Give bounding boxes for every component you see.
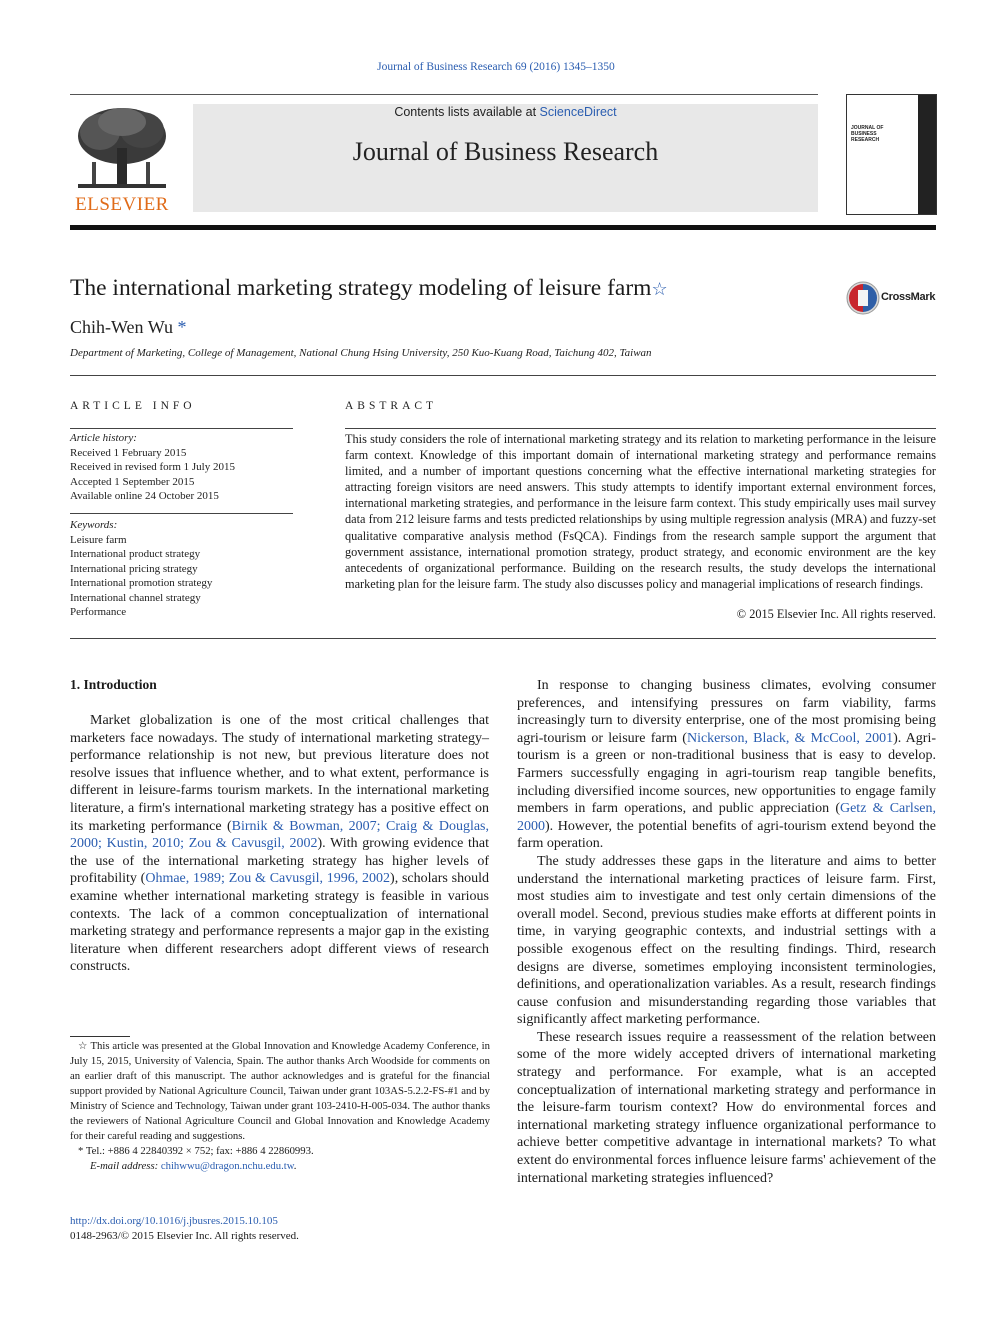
email-link[interactable]: chihwwu@dragon.nchu.edu.tw (160, 1160, 294, 1172)
sciencedirect-link[interactable]: ScienceDirect (539, 105, 617, 119)
paragraph: In response to changing business climates, evolving consumer preferences, and intensifying pressures on farm viability, farms increasingly turn to diversity enterprise, one of the most promising being agri-tourism or leisure farm (Nickerson, Black, & McCool, 2001). Agri-tourism is a green or non-traditional business that is easy to develop. Farmers successfully engaging in agri-tourism reap tangible benefits, including diversified income sources, new opportunities to engage family members in farm operations, and public appreciation (Getz & Carlsen, 2000). However, the potential benefits of agri-tourism extend beyond the farm operation. (517, 678, 936, 852)
contents-prefix: Contents lists available at (394, 105, 540, 119)
journal-title: Journal of Business Research (352, 137, 659, 166)
article-info-rule (70, 428, 293, 429)
contents-line (193, 105, 818, 119)
keywords-list (70, 518, 212, 620)
footnote-email: E-mail address: chihwwu@dragon.nchu.edu.tw. (90, 1160, 297, 1172)
section-title: 1. Introduction (70, 677, 157, 692)
citation-link[interactable]: Ohmae, 1989; Zou & Cavusgil, 1996, 2002 (145, 871, 391, 887)
title-footnote-mark[interactable]: ☆ (651, 279, 668, 299)
citation-link[interactable]: Nickerson, Black, & McCool, 2001 (686, 730, 894, 746)
author-footnote-mark[interactable]: * (177, 317, 187, 337)
author-affiliation: Department of Marketing, College of Management, National Chung Hsing University, 250 Kuo-Kuang Road, Taichung 402, Taiwan (70, 347, 652, 359)
tree-icon (70, 104, 174, 196)
crossmark-label: CrossMark (881, 291, 936, 303)
right-column (517, 677, 936, 1187)
abstract-text: This study considers the role of international marketing strategy and its relation to marketing performance in the leisure farm context. Knowledge of this important domain of international marketing strategy and performance remains limited, and a number of important questions concerning what the effective international marketing strategies for attracting foreign visitors are need answers. This study attempts to identify important external environment forces, international marketing strategies, and performance in the leisure farm context. This study empirically uses mail survey data from 212 leisure farms and tests predicted relationships by using multiple regression analysis (MRA) and fuzzy-set qualitative comparative analysis method (FsQCA). Findings from the research sample support the argument that government assistance, international promotion strategy, product strategy, and economic environment are the key antecedents of organizational performance. Building on the research results, the study develops the international marketing plan for the leisure farm. The study also discusses policy and managerial implications of research findings. (345, 432, 936, 591)
history-item: Accepted 1 September 2015 (70, 475, 195, 488)
history-item: Available online 24 October 2015 (70, 490, 219, 502)
paragraph: These research issues require a reassessment of the relation between some of the more widely accepted drivers of international marketing strategy and performance. For example, what is an accepted conceptualization of international marketing strategy and performance in the leisure-farm tourism context? How do environmental forces and international marketing strategy influence organizational performance to achieve better competitive advantage in international markets? To what extent do environmental forces influence leisure farms' achievement of the international marketing strategies influenced? (517, 1029, 936, 1186)
journal-cover-thumbnail (846, 94, 937, 215)
keyword-item: Leisure farm (70, 533, 127, 546)
keyword-item: International pricing strategy (70, 562, 198, 575)
keyword-item: International product strategy (70, 548, 201, 560)
author-name: Chih-Wen Wu * (70, 317, 187, 337)
footnotes (70, 1039, 490, 1174)
cover-text: JOURNAL OF BUSINESS RESEARCH (851, 125, 884, 143)
publisher-name: ELSEVIER (75, 194, 169, 215)
keywords-label: Keywords: (70, 519, 118, 531)
keyword-item: International channel strategy (70, 591, 201, 604)
abstract-copyright: © 2015 Elsevier Inc. All rights reserved. (736, 607, 936, 621)
keyword-item: Performance (70, 606, 127, 618)
left-column (70, 712, 489, 976)
journal-citation[interactable]: Journal of Business Research 69 (2016) 1345–1350 (377, 61, 615, 73)
doi-link[interactable]: http://dx.doi.org/10.1016/j.jbusres.2015.10.105 (70, 1215, 278, 1227)
article-info-heading: ARTICLE INFO (70, 400, 196, 412)
footnote-tel: * Tel.: +886 4 22840392 × 752; fax: +886 4 22860993. (78, 1145, 314, 1157)
citation-link[interactable]: Birnik & Bowman, 2007; Craig & Douglas, 2000; Kustin, 2010; Zou & Cavusgil, 2002 (70, 818, 489, 852)
header-thick-rule (70, 225, 936, 230)
article-history (70, 431, 235, 504)
citation-link[interactable]: Getz & Carlsen, 2000 (517, 801, 936, 834)
header-rule (70, 94, 818, 95)
abstract-rule (345, 428, 936, 429)
abstract-heading: ABSTRACT (345, 400, 438, 412)
cover-strip (918, 95, 936, 214)
abstract-bottom-rule (70, 638, 936, 639)
footer (70, 1214, 299, 1244)
paragraph: The study addresses these gaps in the literature and aims to better understand the international marketing practices of leisure farm. First, most studies aim to investigate and test only certain dimensions of the overall model. Second, previous studies make efforts at different points in time, in varying geographic contexts, and industrial settings with a possible exogenous effect on the resulting findings. Third, research designs are diverse, sometimes employing inconsistent terminologies, definitions, and operationalization variables. As a result, research findings cause confusion and misunderstanding regarding those variables that significantly affect marketing performance. (517, 853, 936, 1028)
keywords-rule (70, 513, 293, 514)
footnote-rule (70, 1036, 130, 1037)
paragraph: Market globalization is one of the most critical challenges that marketers face nowadays. The study of international marketing strategy–performance relationship is not new, but previous literature does not resolve issues that influence whether, and to what extent, performance is different in leisure-farms tourism markets. In the international marketing literature, a firm's international marketing strategy has a positive effect on its marketing performance (Birnik & Bowman, 2007; Craig & Douglas, 2000; Kustin, 2010; Zou & Cavusgil, 2002). With growing evidence that the use of the international marketing strategy has higher levels of profitability (Ohmae, 1989; Zou & Cavusgil, 1996, 2002), scholars should examine whether international marketing strategy is feasible in various contexts. The lack of a common conceptualization of international marketing strategy and performance represents a major gap in the existing literature when different researchers adopt different views of research constructs. (70, 713, 489, 975)
footnote-star: ☆ This article was presented at the Global Innovation and Knowledge Academy Conference, in July 15, 2015, University of Valencia, Spain. The author thanks Arch Woodside for comments on an earlier draft of this manuscript. The author acknowledges and is grateful for the financial support provided by National Agriculture Council, Taiwan under grant 103AS-5.2.2-FS-#1 and by Ministry of Science and Technology, Taiwan under grant 103-2410-H-005-034. The author thanks the reviewers of National Agriculture Council and Global Innovation and Knowledge Academy for their careful reading and suggestions. (70, 1040, 490, 1142)
history-item: Received 1 February 2015 (70, 446, 187, 459)
paper-title: The international marketing strategy modeling of leisure farm☆ (70, 275, 668, 301)
history-item: Received in revised form 1 July 2015 (70, 461, 235, 473)
issn-line: 0148-2963/© 2015 Elsevier Inc. All rights reserved. (70, 1230, 299, 1242)
title-rule (70, 375, 936, 376)
crossmark-icon (846, 281, 880, 315)
history-label: Article history: (70, 432, 137, 444)
keyword-item: International promotion strategy (70, 577, 213, 589)
